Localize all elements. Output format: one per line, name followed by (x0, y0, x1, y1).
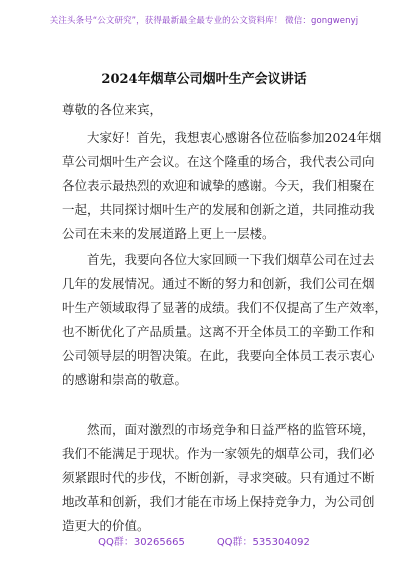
paragraph-line: 一起，共同探讨烟叶生产的发展和创新之道，共同推动我 (62, 202, 375, 217)
paragraph-line: 草公司烟叶生产会议。在这个隆重的场合，我代表公司向 (62, 154, 375, 169)
paragraph-1 (62, 126, 382, 246)
paragraph-3 (62, 418, 375, 538)
qq-group-2: QQ群：535304092 (216, 537, 310, 548)
paragraph-line: 大家好！首先，我想衷心感谢各位莅临参加2024年烟 (62, 130, 382, 145)
paragraph-line: 首先，我要向各位大家回顾一下我们烟草公司在过去 (62, 252, 375, 267)
paragraph-line: 公司在未来的发展道路上更上一层楼。 (62, 226, 275, 241)
promo-banner: 关注头条号“公文研究”，获得最新最全最专业的公文资料库！ 微信：gongwenyj (49, 16, 359, 26)
paragraph-line: 须紧跟时代的步伐，不断创新，寻求突破。只有通过不断 (62, 470, 375, 485)
footer-contact (0, 533, 408, 548)
paragraph-line: 公司领导层的明智决策。在此，我要向全体员工表示衷心 (62, 348, 375, 363)
greeting: 尊敬的各位来宾， (62, 102, 163, 117)
qq-group-1: QQ群：30265665 (98, 537, 185, 548)
paragraph-line: 我们不能满足于现状。作为一家领先的烟草公司，我们必 (62, 446, 375, 461)
paragraph-line: 造更大的价值。 (62, 518, 150, 533)
paragraph-line: 叶生产领域取得了显著的成绩。我们不仅提高了生产效率， (62, 300, 388, 315)
paragraph-line: 的感谢和崇高的敬意。 (62, 372, 188, 387)
document-title: 2024年烟草公司烟叶生产会议讲话 (101, 72, 307, 87)
paragraph-line: 也不断优化了产品质量。这离不开全体员工的辛勤工作和 (62, 324, 375, 339)
paragraph-line: 然而，面对激烈的市场竞争和日益严格的监管环境， (62, 422, 375, 437)
paragraph-line: 几年的发展情况。通过不断的努力和创新，我们公司在烟 (62, 276, 375, 291)
paragraph-2 (62, 248, 388, 392)
paragraph-line: 各位表示最热烈的欢迎和诚挚的感谢。今天，我们相聚在 (62, 178, 375, 193)
paragraph-line: 地改革和创新，我们才能在市场上保持竞争力，为公司创 (62, 494, 375, 509)
